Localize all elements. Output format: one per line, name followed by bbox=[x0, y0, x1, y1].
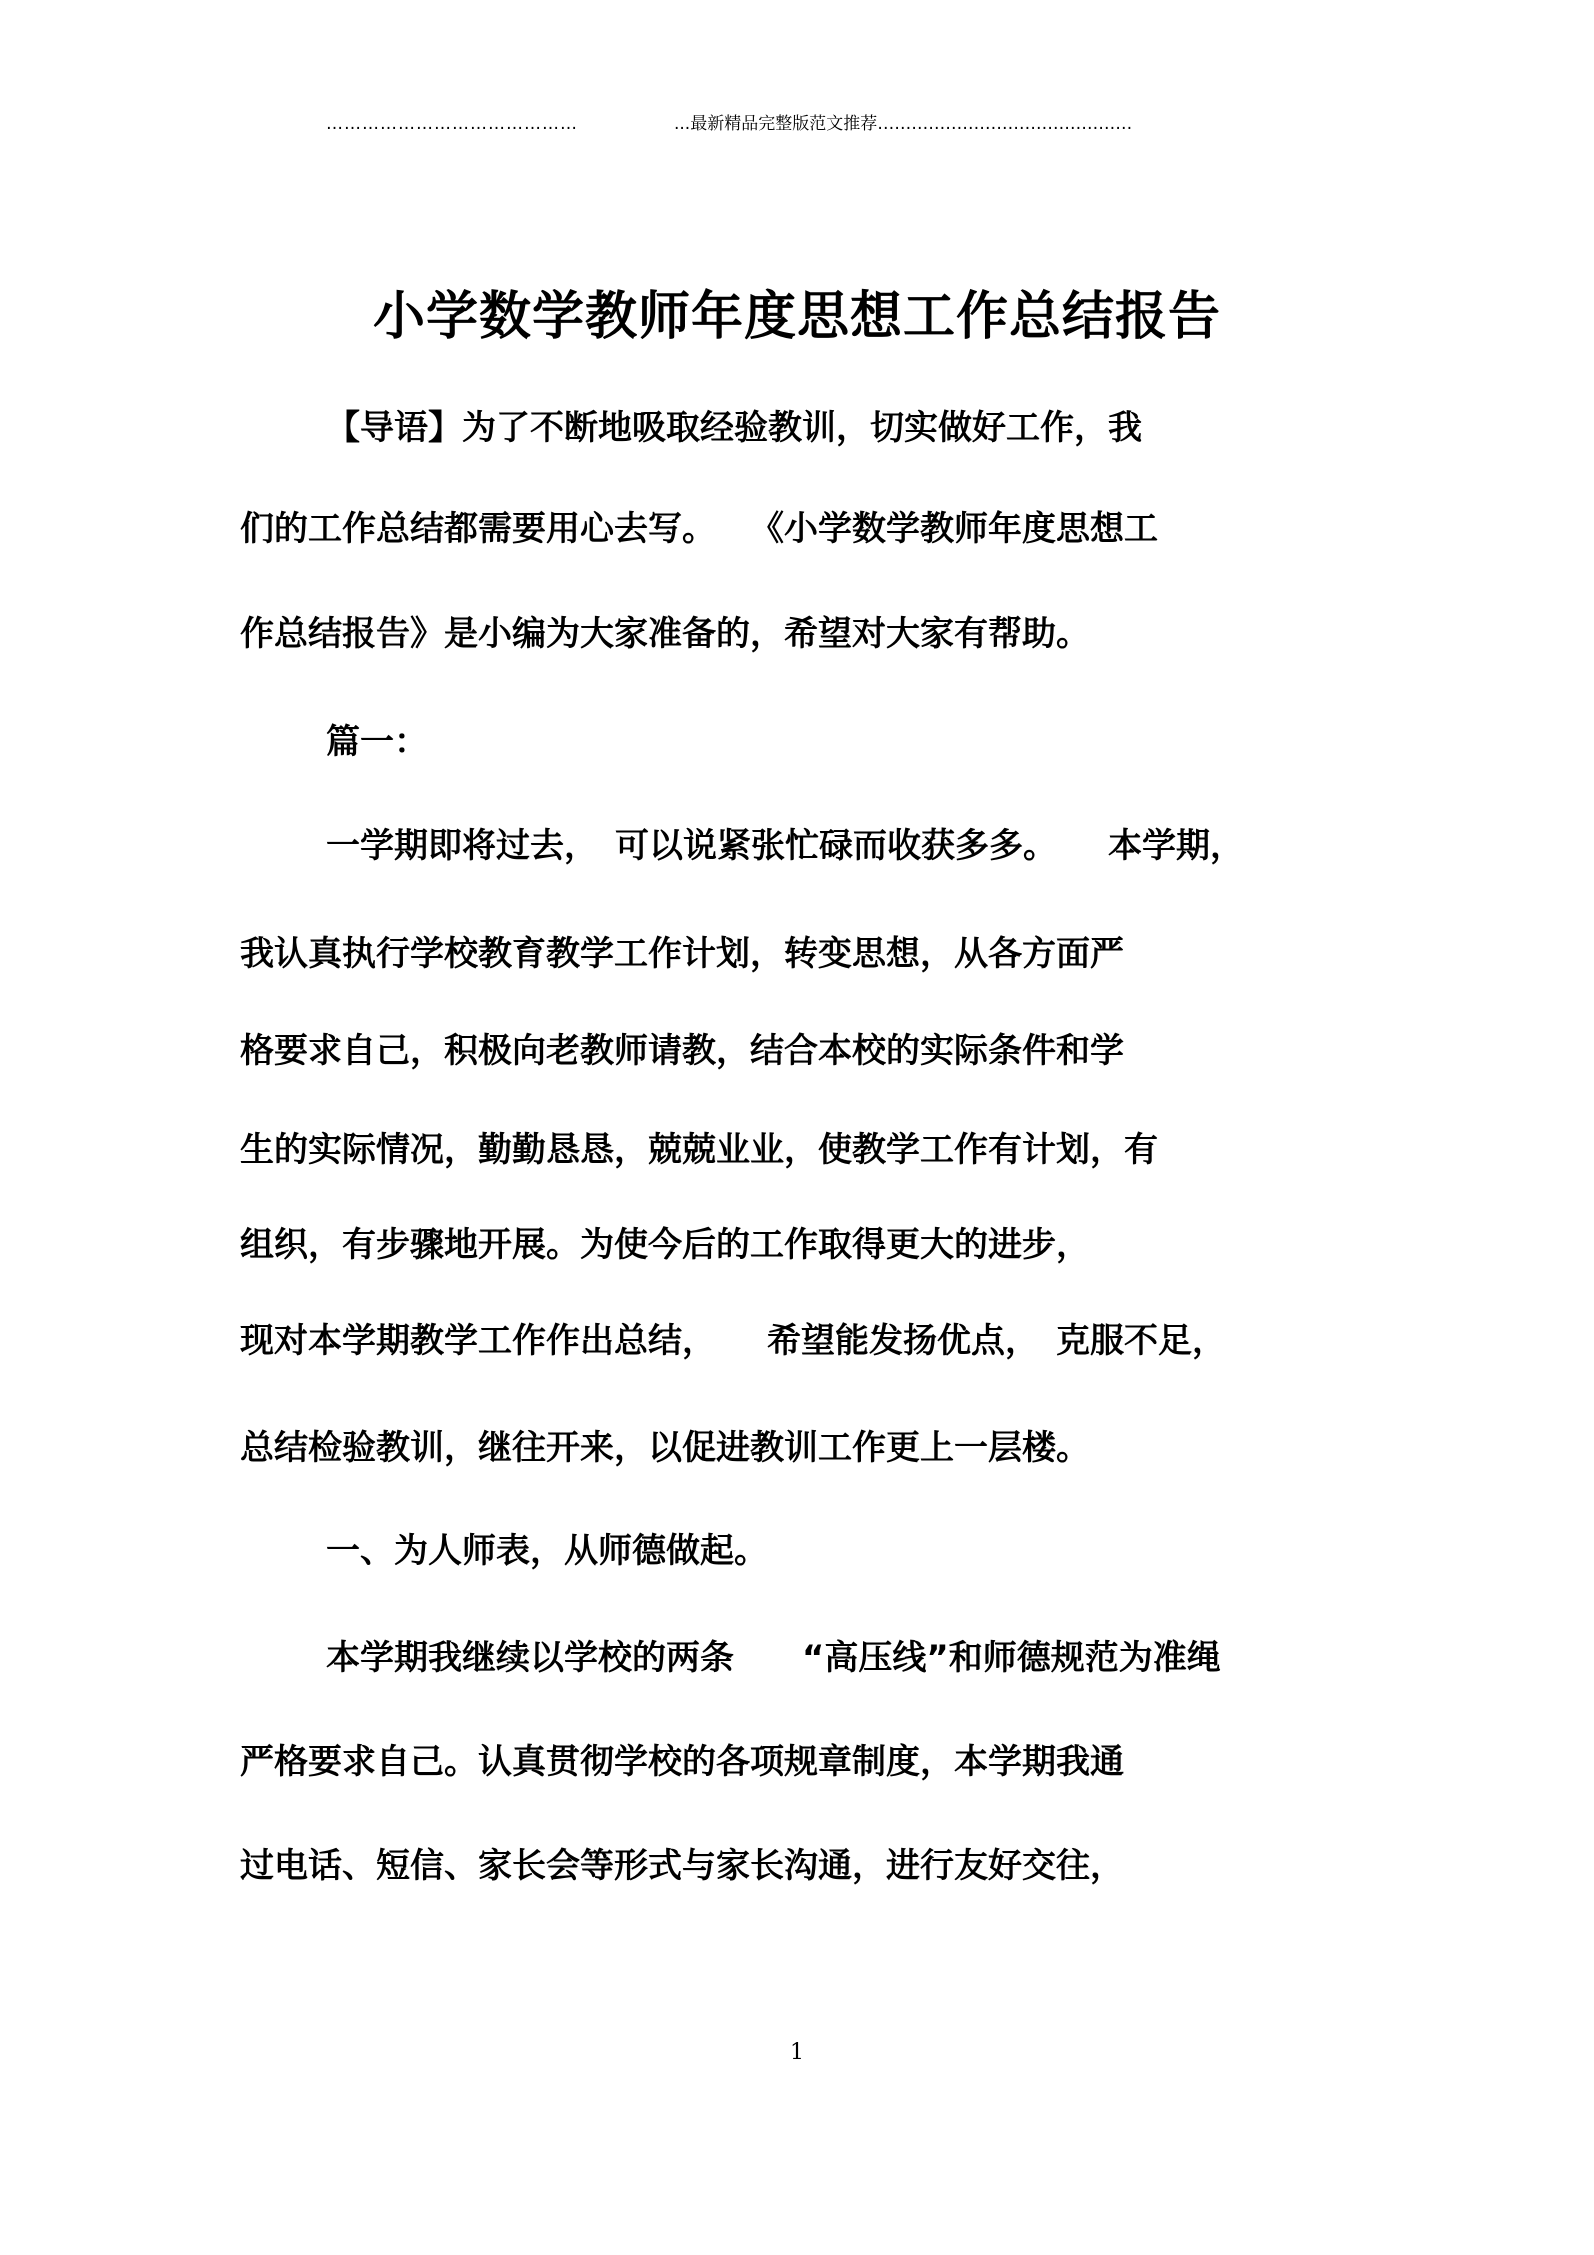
body-line-14: 严格要求自己。认真贯彻学校的各项规章制度，本学期我通 bbox=[240, 1742, 1124, 1782]
body-line-9: 组织，有步骤地开展。为使今后的工作取得更大的进步， bbox=[240, 1225, 1090, 1265]
body-line-13: 本学期我继续以学校的两条 “高压线”和师德规范为准绳 bbox=[326, 1638, 1221, 1678]
page-header bbox=[326, 112, 1186, 136]
body-line-5: 一学期即将过去， 可以说紧张忙碌而收获多多。 本学期， bbox=[326, 826, 1244, 866]
header-text: ...最新精品完整版范文推荐……………………………………… bbox=[674, 114, 1133, 134]
body-line-2: 们的工作总结都需要用心去写。 《小学数学教师年度思想工 bbox=[240, 509, 1158, 549]
section-heading-1: 篇一： bbox=[326, 722, 428, 762]
body-line-6: 我认真执行学校教育教学工作计划，转变思想，从各方面严 bbox=[240, 934, 1124, 974]
body-line-7: 格要求自己，积极向老教师请教，结合本校的实际条件和学 bbox=[240, 1031, 1124, 1071]
body-line-1: 【导语】为了不断地吸取经验教训，切实做好工作，我 bbox=[326, 408, 1142, 448]
page-number: 1 bbox=[790, 2040, 804, 2065]
body-line-8: 生的实际情况，勤勤恳恳，兢兢业业，使教学工作有计划，有 bbox=[240, 1130, 1158, 1170]
body-line-15: 过电话、短信、家长会等形式与家长沟通，进行友好交往， bbox=[240, 1846, 1124, 1886]
body-line-11: 总结检验教训，继往开来，以促进教训工作更上一层楼。 bbox=[240, 1428, 1090, 1468]
section-heading-2: 一、为人师表，从师德做起。 bbox=[326, 1531, 768, 1571]
body-line-3: 作总结报告》是小编为大家准备的，希望对大家有帮助。 bbox=[240, 614, 1090, 654]
document-title: 小学数学教师年度思想工作总结报告 bbox=[372, 287, 1221, 347]
body-line-10: 现对本学期教学工作作出总结， 希望能发扬优点， 克服不足， bbox=[240, 1321, 1226, 1361]
header-dots: …………………………………… bbox=[326, 114, 578, 134]
